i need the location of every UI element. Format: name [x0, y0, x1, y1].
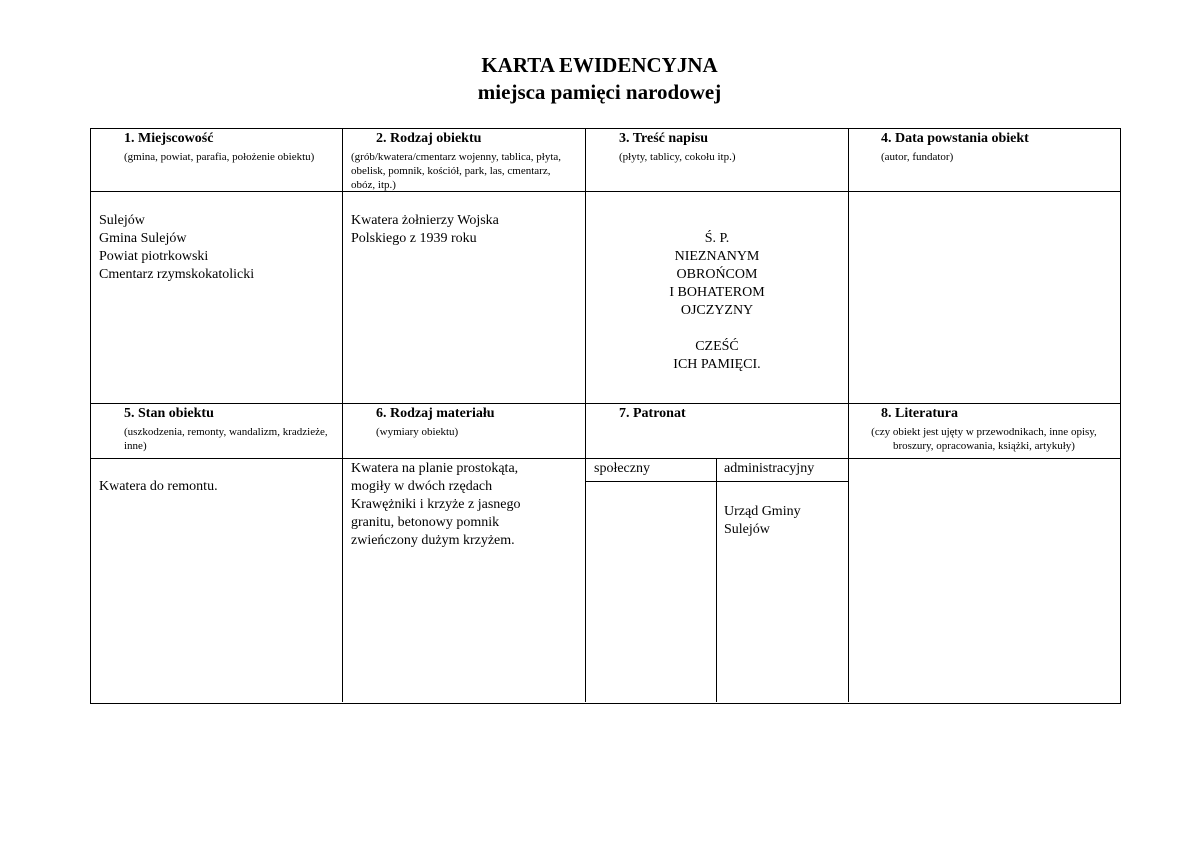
header-material [376, 406, 576, 439]
header-inscription-label: 3. Treść napisu [619, 131, 709, 146]
column-divider [342, 129, 343, 702]
header-inscription-sub: (płyty, tablicy, cokołu itp.) [619, 151, 736, 163]
column-divider [585, 129, 586, 702]
column-divider [848, 129, 849, 702]
patronage-social-label: społeczny [594, 461, 650, 476]
header-date-label: 4. Data powstania obiekt [881, 131, 1029, 146]
header-location-sub: (gmina, powiat, parafia, położenie obiektu) [124, 151, 315, 163]
inscription-value [586, 230, 848, 374]
inscription-line: ICH PAMIĘCI. [673, 357, 761, 372]
card-subtitle: miejsca pamięci narodowej [477, 80, 722, 104]
header-condition [124, 406, 334, 453]
patronage-divider [586, 481, 848, 482]
location-line: Cmentarz rzymskokatolicki [99, 267, 255, 282]
header-condition-sub: (uszkodzenia, remonty, wandalizm, kradzieże, inne) [124, 426, 328, 452]
material-value: Kwatera na planie prostokąta, mogiły w dwóch rzędach Krawężniki i krzyże z jasnego granitu, betonowy pomnik zwieńczony dużym krzyżem. [351, 461, 521, 548]
header-patronage [619, 406, 839, 425]
inscription-line: I BOHATEROM [669, 285, 765, 300]
header-date [881, 131, 1111, 164]
header-inscription [619, 131, 839, 164]
header-patronage-label: 7. Patronat [619, 406, 686, 421]
header-literature-sub: (czy obiekt jest ujęty w przewodnikach, inne opisy, broszury, opracowania, książki, artykuły) [871, 426, 1097, 452]
inscription-line: OJCZYZNY [680, 303, 754, 318]
header-date-sub: (autor, fundator) [881, 151, 954, 163]
object-type-value: Kwatera żołnierzy Wojska Polskiego z 1939 roku [351, 213, 499, 246]
header-condition-label: 5. Stan obiektu [124, 406, 214, 421]
header-object-type-sub: (grób/kwatera/cmentarz wojenny, tablica, płyta, obelisk, pomnik, kościół, park, las, cmentarz, obóz, itp.) [351, 151, 562, 191]
header-location-label: 1. Miejscowość [124, 131, 214, 146]
patronage-admin-value: Urząd Gminy Sulejów [724, 504, 801, 537]
location-line: Sulejów [99, 213, 145, 228]
inscription-line: CZEŚĆ [695, 339, 739, 354]
inscription-line: OBROŃCOM [676, 267, 758, 282]
header-literature [853, 406, 1115, 453]
location-line: Powiat piotrkowski [99, 249, 209, 264]
inscription-line: Ś. P. [704, 231, 730, 246]
header-material-label: 6. Rodzaj materiału [376, 406, 495, 421]
condition-value: Kwatera do remontu. [99, 479, 218, 494]
location-line: Gmina Sulejów [99, 231, 187, 246]
row-divider [91, 191, 1120, 192]
header-object-type-label: 2. Rodzaj obiektu [376, 131, 482, 146]
row-divider [91, 458, 1120, 459]
inscription-line: NIEZNANYM [674, 249, 760, 264]
header-literature-label: 8. Literatura [881, 406, 958, 421]
row-divider [91, 403, 1120, 404]
card-title: KARTA EWIDENCYJNA [481, 53, 718, 77]
location-value [99, 212, 339, 284]
header-material-sub: (wymiary obiektu) [376, 426, 459, 438]
header-object-type [351, 131, 576, 192]
header-location [124, 131, 334, 164]
patronage-admin-label: administracyjny [724, 461, 815, 476]
patronage-column-divider [716, 459, 717, 702]
